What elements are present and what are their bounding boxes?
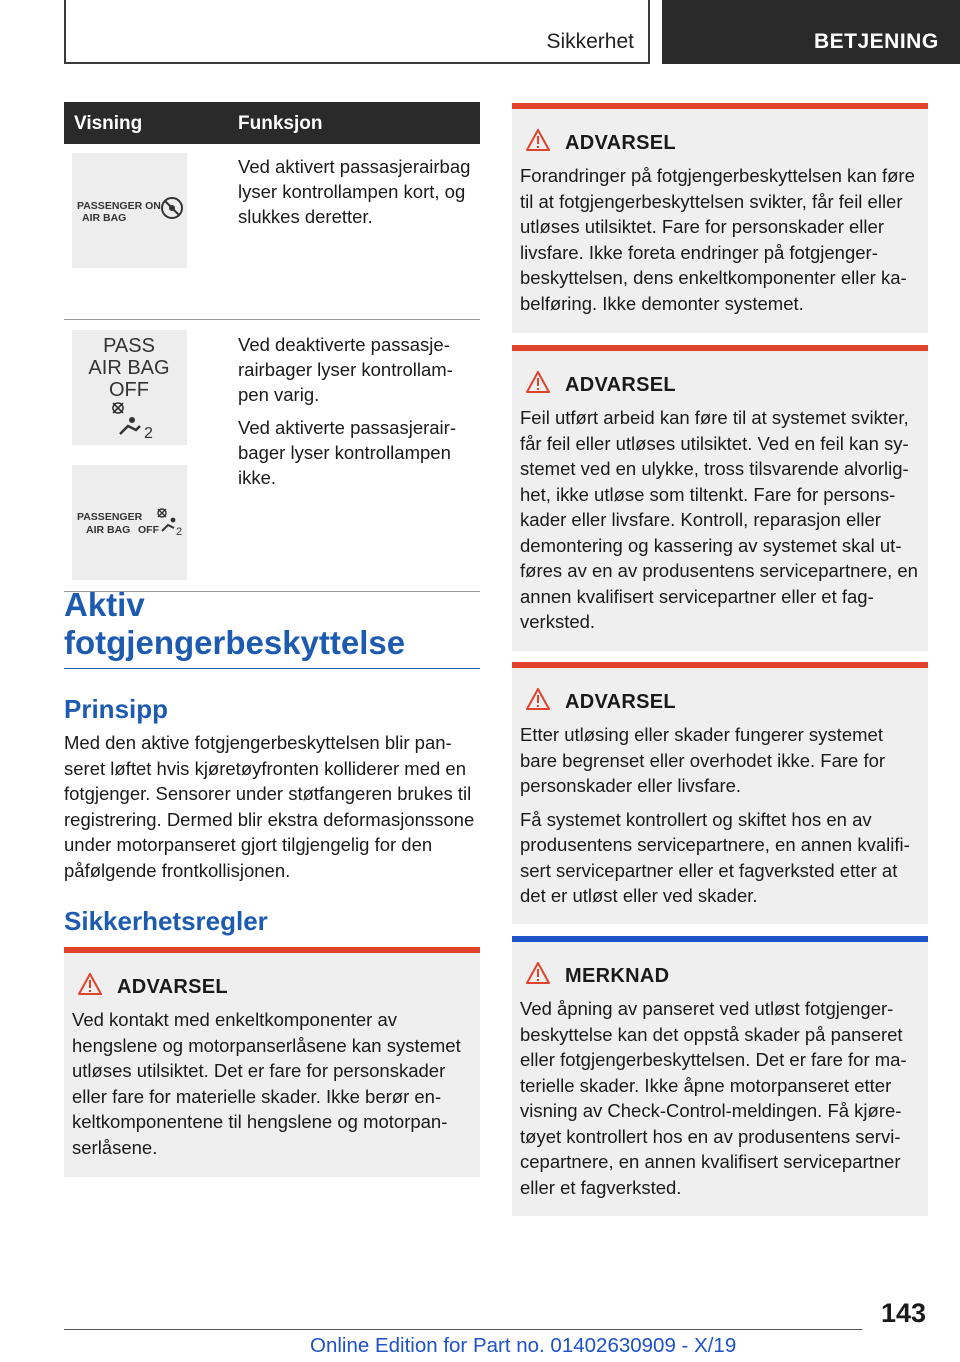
note-triangle-icon	[526, 962, 550, 984]
table-row	[64, 320, 480, 592]
warning-box-after-deployment	[512, 662, 928, 924]
svg-text:OFF: OFF	[109, 379, 149, 401]
warning-label: ADVARSEL	[565, 691, 676, 713]
column-header-function: Funksjon	[238, 113, 323, 134]
warning-label: ADVARSEL	[117, 976, 228, 998]
indicator-table	[64, 102, 480, 592]
passenger-airbag-on-icon	[72, 153, 187, 268]
header-section-label: Sikkerhet	[546, 30, 634, 53]
warning-text-2: Få systemet kontrollert og skiftet hos en av produsentens servicepartnere, en annen kvalifisert servicepartner eller et fagverksted etter at det er utløst eller ved skader.	[520, 808, 910, 906]
warning-box-modifications	[512, 103, 928, 333]
svg-text:PASS: PASS	[103, 335, 155, 357]
passenger-airbag-off-indicator	[72, 330, 187, 445]
passenger-airbag-off-icon	[72, 465, 187, 580]
note-text: Ved åpning av panseret ved utløst fotgjengerbeskyttelse kan det oppstå skader på panseret eller fotgjengerbeskyttelsen. Det er fare for materielle skader. Ikke åpne motorpanseret etter visning av Check-Control-meldingen. Få kjøretøyet kontrollert hos en av produsentens servicepartnere, en annen kvalifisert servicepartner eller et fagverksted.	[520, 998, 907, 1198]
pass-airbag-off-icon	[72, 330, 187, 445]
warning-text: Feil utført arbeid kan føre til at systemet svikter, får feil eller utløses utilsiktet. Ved en feil kan systemet ved en ulykke, tross tilsvarende alvorlighet, ikke utløse som tiltenkt. Fare for personskader eller livsfare. Kontroll, reparasjon eller demontering og kassering av systemet skal utføres av en av produsentens servicepartnere, en annen kvalifisert servicepartner eller et fagverksted.	[520, 407, 918, 632]
warning-triangle-icon	[526, 688, 550, 710]
warning-text: Etter utløsing eller skader fungerer systemet bare begrenset eller overhodet ikke. Fare for personskader eller livsfare.	[520, 724, 886, 796]
row2-function-text: Ved deaktiverte passasjerairbager lyser kontrollampen varig. Ved aktiverte passasjerairbager lyser kontrollampen ikke.	[238, 334, 457, 488]
svg-text:AIR BAG: AIR BAG	[82, 212, 127, 224]
passenger-airbag-off-indicator-alt	[72, 465, 187, 580]
header-section-tab	[64, 0, 650, 64]
safety-rules-heading: Sikkerhetsregler	[64, 906, 268, 936]
warning-text: Forandringer på fotgjengerbeskyttelsen kan føre til at fotgjengerbeskyttelsen svikter, får feil eller utløses utilsiktet. Fare for personskader eller livsfare. Ikke foreta endringer på fotgjengerbeskyttelsen, dens enkeltkomponenter eller kabelføring. Ikke demonter systemet.	[520, 165, 915, 314]
warning-triangle-icon	[526, 129, 550, 151]
svg-text:PASSENGER: PASSENGER	[77, 511, 143, 523]
warning-text: Ved kontakt med enkeltkomponenter av hengslene og motorpanserlåsene kan systemet utløses utilsiktet. Det er fare for personskader eller fare for materielle skader. Ikke berør enkeltkomponentene til hengslene og motorpanserlåsene.	[72, 1009, 461, 1158]
table-row	[64, 144, 480, 320]
principle-heading: Prinsipp	[64, 694, 169, 724]
section-title: Aktiv fotgjengerbeskyttelse	[64, 586, 480, 669]
warning-box-hinges	[64, 947, 480, 1177]
svg-text:AIR BAG: AIR BAG	[86, 524, 131, 536]
principle-text: Med den aktive fotgjengerbeskyttelsen blir panseret løftet hvis kjøretøyfronten kolliderer med en fotgjenger. Sensorer under støtfangeren brukes til registrering. Dermed blir ekstra deformasjonssone under motorpanseret gjort tilgjengelig for den påfølgende frontkollisjonen.	[64, 732, 475, 881]
svg-text:2: 2	[176, 526, 183, 538]
svg-text:AIR BAG: AIR BAG	[88, 357, 170, 379]
warning-triangle-icon	[78, 973, 102, 995]
svg-text:2: 2	[144, 425, 153, 442]
note-box-hood	[512, 936, 928, 1216]
svg-text:PASSENGER ON: PASSENGER ON	[77, 200, 161, 212]
note-label: MERKNAD	[565, 965, 670, 987]
svg-text:OFF: OFF	[138, 524, 159, 536]
warning-box-faulty-work	[512, 345, 928, 651]
table-header	[64, 102, 480, 144]
footer-divider	[64, 1329, 862, 1330]
header-chapter-label: BETJENING	[814, 30, 939, 53]
row1-function-text: Ved aktivert passasjerairbag lyser kontrollampen kort, og slukkes deretter.	[238, 156, 471, 227]
warning-label: ADVARSEL	[565, 374, 676, 396]
passenger-airbag-on-indicator	[72, 153, 187, 268]
warning-triangle-icon	[526, 371, 550, 393]
warning-label: ADVARSEL	[565, 132, 676, 154]
page-number: 143	[880, 1298, 926, 1328]
footer-edition-text: Online Edition for Part no. 01402630909 - X/19	[310, 1334, 737, 1357]
column-header-display: Visning	[74, 113, 143, 134]
header-chapter-tab	[662, 0, 960, 64]
